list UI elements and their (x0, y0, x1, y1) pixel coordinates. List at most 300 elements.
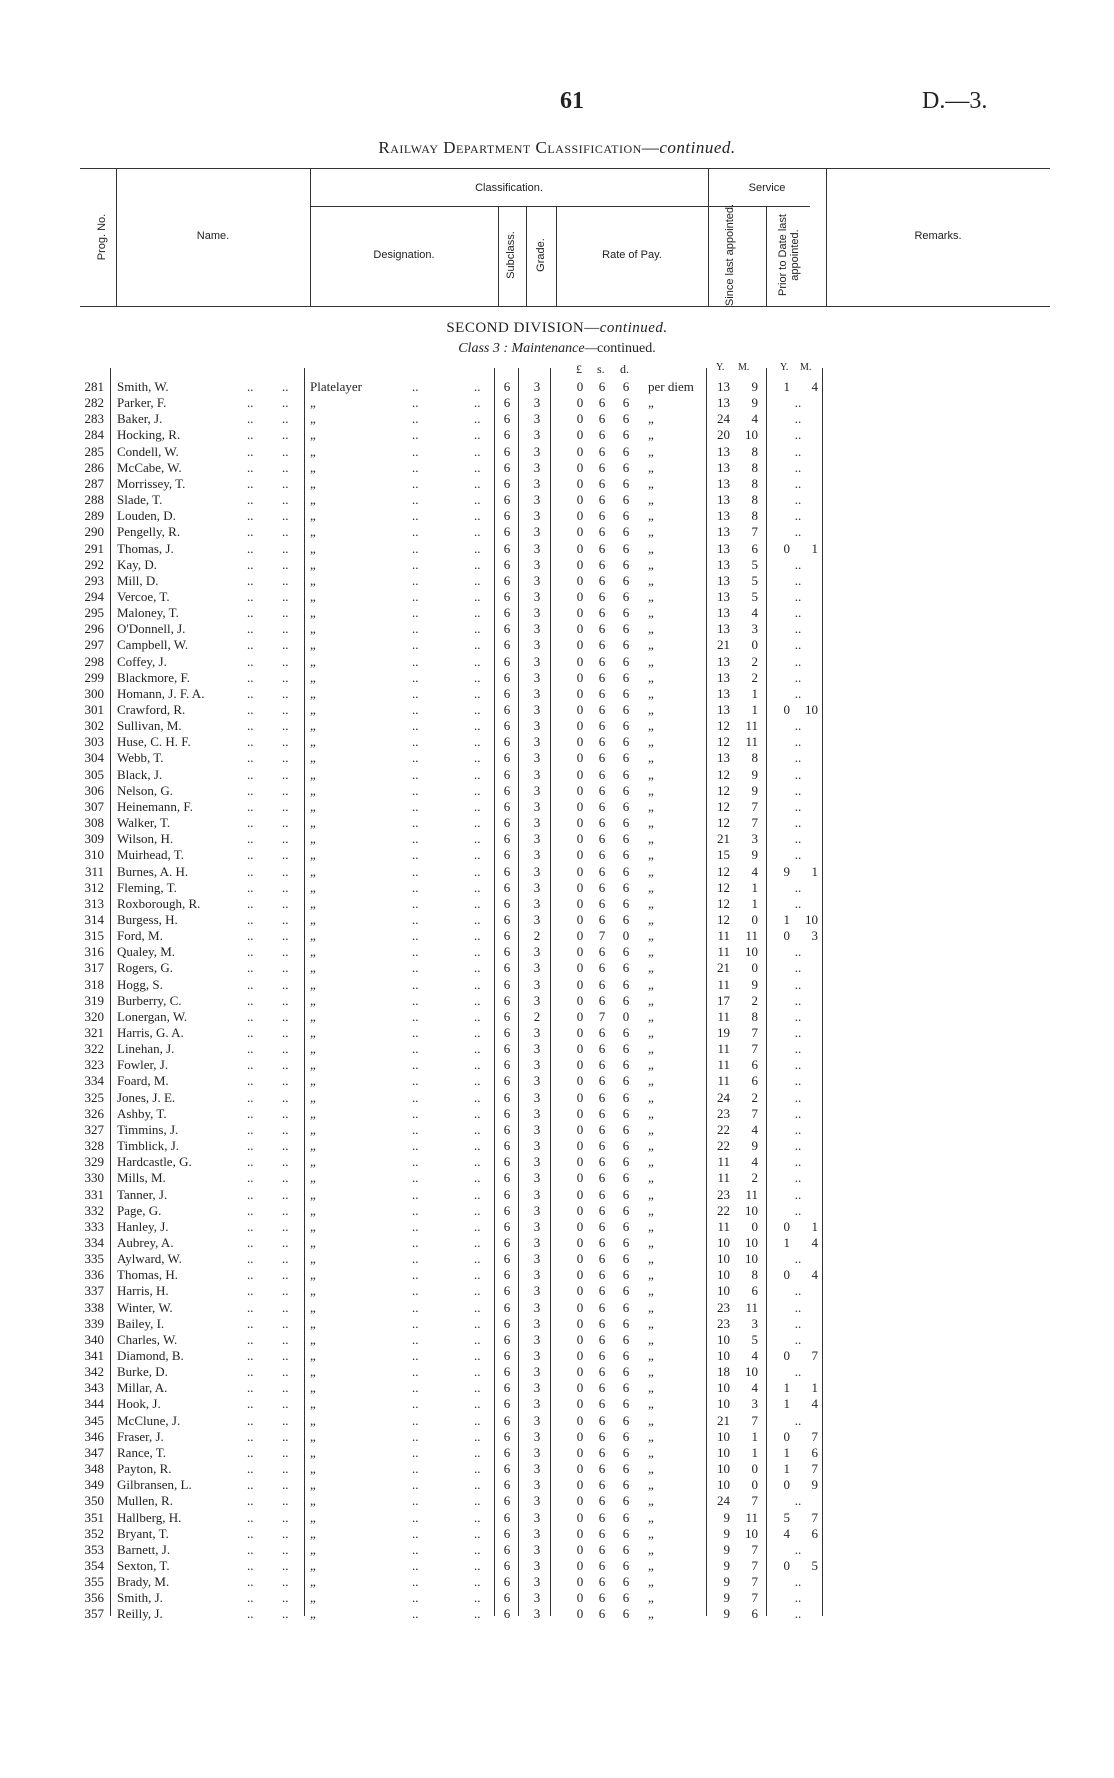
since-months: 10 (745, 1202, 758, 1218)
prior-blank: .. (794, 1057, 802, 1073)
leader-dots: .. (412, 815, 419, 831)
leader-dots: .. (412, 669, 419, 685)
leader-dots: .. (412, 1186, 419, 1202)
leader-dots: .. (247, 1041, 254, 1057)
grade: 3 (533, 766, 541, 782)
leader-dots: .. (247, 475, 254, 491)
designation: „ (310, 1218, 316, 1234)
leader-dots: .. (247, 1461, 254, 1477)
since-months: 7 (751, 1574, 758, 1590)
leader-dots: .. (412, 1251, 419, 1267)
employee-name: Fraser, J. (117, 1428, 164, 1444)
prior-blank: .. (794, 1008, 802, 1024)
leader-dots: .. (412, 1057, 419, 1073)
pay-unit: „ (648, 1202, 654, 1218)
table-row (0, 767, 1114, 783)
since-months: 6 (751, 1283, 758, 1299)
prior-months: 1 (811, 863, 818, 879)
prog-no: 312 (84, 879, 104, 895)
employee-name: Fleming, T. (117, 879, 177, 895)
leader-dots: .. (474, 1461, 481, 1477)
leader-dots: .. (247, 572, 254, 588)
leader-dots: .. (282, 524, 289, 540)
leader-dots: .. (282, 508, 289, 524)
leader-dots: .. (247, 621, 254, 637)
leader-dots: .. (282, 395, 289, 411)
grade: 3 (533, 734, 541, 750)
pay-shillings: 6 (598, 1218, 606, 1234)
pay-unit: „ (648, 443, 654, 459)
grade: 3 (533, 911, 541, 927)
table-row (0, 1073, 1114, 1089)
grade: 3 (533, 427, 541, 443)
prog-no: 351 (84, 1509, 104, 1525)
subclass: 6 (503, 653, 511, 669)
page-number: 61 (560, 88, 584, 114)
employee-name: Aylward, W. (117, 1251, 182, 1267)
since-years: 9 (723, 1509, 730, 1525)
subclass: 6 (503, 1331, 511, 1347)
grade: 3 (533, 782, 541, 798)
since-years: 13 (717, 524, 730, 540)
leader-dots: .. (412, 1444, 419, 1460)
pay-pounds: 0 (576, 895, 584, 911)
since-months: 7 (751, 1041, 758, 1057)
pay-unit: „ (648, 475, 654, 491)
employee-name: Fowler, J. (117, 1057, 169, 1073)
prior-months: 7 (811, 1461, 818, 1477)
pay-shillings: 6 (598, 1105, 606, 1121)
pay-unit: „ (648, 831, 654, 847)
pay-unit: „ (648, 492, 654, 508)
grade: 3 (533, 605, 541, 621)
subclass: 6 (503, 1525, 511, 1541)
pay-unit: „ (648, 1348, 654, 1363)
prior-blank: .. (794, 411, 802, 427)
leader-dots: .. (474, 815, 481, 831)
designation: „ (310, 815, 316, 831)
since-months: 3 (751, 621, 758, 637)
employee-name: Hook, J. (117, 1396, 161, 1412)
employee-name: Smith, J. (117, 1590, 163, 1606)
prog-no: 297 (84, 637, 104, 653)
col-header-classification: Classification. (475, 182, 543, 194)
employee-name: Thomas, J. (117, 540, 174, 556)
since-years: 10 (717, 1396, 730, 1412)
grade: 3 (533, 1105, 541, 1121)
prior-years: 5 (783, 1509, 790, 1525)
pay-pence: 6 (622, 1267, 630, 1283)
since-years: 10 (717, 1234, 730, 1250)
leader-dots: .. (247, 734, 254, 750)
pay-pence: 6 (622, 1073, 630, 1089)
subclass: 6 (503, 1364, 511, 1380)
since-years: 10 (717, 1251, 730, 1267)
subclass: 6 (503, 1105, 511, 1121)
since-months: 11 (745, 1509, 758, 1525)
since-months: 4 (751, 1380, 758, 1396)
leader-dots: .. (247, 1234, 254, 1250)
leader-dots: .. (474, 1105, 481, 1121)
prior-years: 1 (783, 1396, 790, 1412)
subclass: 6 (503, 508, 511, 524)
leader-dots: .. (247, 395, 254, 411)
grade: 3 (533, 1202, 541, 1218)
designation: „ (310, 1477, 316, 1493)
designation: „ (310, 1364, 316, 1380)
since-years: 10 (717, 1283, 730, 1299)
table-row (0, 1316, 1114, 1332)
pay-pence: 6 (622, 1412, 630, 1428)
table-row (0, 492, 1114, 508)
since-years: 11 (717, 928, 730, 944)
pay-pence: 6 (622, 1541, 630, 1557)
employee-name: Parker, F. (117, 395, 167, 411)
employee-name: Mills, M. (117, 1170, 166, 1186)
employee-name: Aubrey, A. (117, 1234, 174, 1250)
since-months: 9 (751, 782, 758, 798)
since-years: 12 (717, 863, 730, 879)
since-years: 13 (717, 621, 730, 637)
table-row (0, 476, 1114, 492)
since-months: 8 (751, 1008, 758, 1024)
designation: „ (310, 492, 316, 508)
pay-unit: „ (648, 1251, 654, 1267)
leader-dots: .. (282, 718, 289, 734)
prior-months: 1 (811, 1380, 818, 1396)
pay-pence: 0 (622, 1008, 630, 1024)
pay-pounds: 0 (576, 734, 584, 750)
leader-dots: .. (282, 1606, 289, 1622)
leader-dots: .. (247, 1525, 254, 1541)
subclass: 6 (503, 798, 511, 814)
prior-years: 9 (783, 863, 790, 879)
pay-pounds: 0 (576, 1444, 584, 1460)
pay-pounds: 0 (576, 798, 584, 814)
pay-shillings: 6 (598, 1299, 606, 1315)
leader-dots: .. (474, 895, 481, 911)
since-years: 22 (717, 1202, 730, 1218)
pay-shillings: 6 (598, 895, 606, 911)
subclass: 6 (503, 718, 511, 734)
pay-shillings: 6 (598, 1525, 606, 1541)
leader-dots: .. (412, 1105, 419, 1121)
pay-shillings: 6 (598, 1509, 606, 1525)
designation: „ (310, 621, 316, 637)
leader-dots: .. (412, 1008, 419, 1024)
leader-dots: .. (282, 1412, 289, 1428)
since-years: 18 (717, 1364, 730, 1380)
leader-dots: .. (412, 1267, 419, 1283)
pay-unit: „ (648, 1008, 654, 1024)
prog-no: 354 (84, 1557, 104, 1573)
prog-no: 357 (84, 1606, 104, 1622)
class-continued: continued. (597, 341, 656, 356)
prog-no: 283 (84, 411, 104, 427)
pay-unit: „ (648, 1025, 654, 1040)
since-months: 2 (751, 653, 758, 669)
employee-name: Barnett, J. (117, 1541, 171, 1557)
leader-dots: .. (282, 685, 289, 701)
since-months: 8 (751, 750, 758, 766)
since-years: 13 (717, 572, 730, 588)
employee-name: Hogg, S. (117, 976, 163, 992)
leader-dots: .. (412, 1493, 419, 1509)
pay-pence: 0 (622, 928, 630, 944)
since-years: 10 (717, 1477, 730, 1493)
pay-unit: „ (648, 653, 654, 669)
leader-dots: .. (474, 928, 481, 944)
pay-unit: „ (648, 750, 654, 766)
prog-no: 292 (84, 556, 104, 572)
subclass: 6 (503, 605, 511, 621)
prior-blank: .. (794, 492, 802, 508)
pay-unit: „ (648, 637, 654, 653)
leader-dots: .. (412, 750, 419, 766)
leader-dots: .. (247, 411, 254, 427)
leader-dots: .. (282, 1396, 289, 1412)
pay-shillings: 6 (598, 718, 606, 734)
leader-dots: .. (474, 411, 481, 427)
pay-pounds: 0 (576, 572, 584, 588)
designation: „ (310, 1396, 316, 1412)
employee-name: Millar, A. (117, 1380, 168, 1396)
designation: „ (310, 1590, 316, 1606)
prior-years: 0 (783, 1218, 790, 1234)
pay-pounds: 0 (576, 879, 584, 895)
subclass: 6 (503, 1283, 511, 1299)
subclass: 6 (503, 928, 511, 944)
prior-blank: .. (794, 1315, 802, 1331)
pay-pounds: 0 (576, 685, 584, 701)
pay-shillings: 6 (598, 1041, 606, 1057)
pay-pounds: 0 (576, 653, 584, 669)
prog-no: 329 (84, 1154, 104, 1170)
pay-pence: 6 (622, 540, 630, 556)
prior-blank: .. (794, 621, 802, 637)
pay-pence: 6 (622, 411, 630, 427)
grade: 3 (533, 1057, 541, 1073)
pay-pence: 6 (622, 443, 630, 459)
table-row (0, 1138, 1114, 1154)
grade: 3 (533, 588, 541, 604)
pay-unit: „ (648, 1509, 654, 1525)
col-header-prog-no: Prog. No. (96, 213, 108, 261)
since-years: 12 (717, 734, 730, 750)
designation: „ (310, 734, 316, 750)
table-row (0, 1364, 1114, 1380)
prior-months: 7 (811, 1348, 818, 1363)
prog-no: 320 (84, 1008, 104, 1024)
leader-dots: .. (282, 1170, 289, 1186)
leader-dots: .. (412, 637, 419, 653)
table-row (0, 1558, 1114, 1574)
pay-unit: „ (648, 1073, 654, 1089)
prog-no: 353 (84, 1541, 104, 1557)
pay-shillings: 7 (598, 1008, 606, 1024)
pay-pounds: 0 (576, 1574, 584, 1590)
pay-unit: „ (648, 1283, 654, 1299)
pay-pounds: 0 (576, 992, 584, 1008)
pay-pence: 6 (622, 992, 630, 1008)
prog-no: 301 (84, 702, 104, 717)
leader-dots: .. (282, 1461, 289, 1477)
pay-shillings: 6 (598, 750, 606, 766)
prog-no: 350 (84, 1493, 104, 1509)
leader-dots: .. (282, 702, 289, 717)
leader-dots: .. (474, 702, 481, 717)
pay-pence: 6 (622, 702, 630, 717)
pay-unit: „ (648, 992, 654, 1008)
employee-name: Baker, J. (117, 411, 163, 427)
designation: „ (310, 1089, 316, 1105)
pay-shillings: 6 (598, 1557, 606, 1573)
table-row (0, 750, 1114, 766)
class-heading (0, 341, 1114, 357)
pay-pence: 6 (622, 1428, 630, 1444)
pay-pounds: 0 (576, 911, 584, 927)
leader-dots: .. (282, 798, 289, 814)
pay-shillings: 6 (598, 395, 606, 411)
leader-dots: .. (474, 847, 481, 863)
since-years: 9 (723, 1541, 730, 1557)
pay-unit: „ (648, 508, 654, 524)
pay-pounds: 0 (576, 1525, 584, 1541)
pay-pounds: 0 (576, 1606, 584, 1622)
since-years: 11 (717, 1008, 730, 1024)
leader-dots: .. (412, 992, 419, 1008)
subclass: 6 (503, 443, 511, 459)
since-months: 4 (751, 1121, 758, 1137)
table-row (0, 1526, 1114, 1542)
designation: „ (310, 1267, 316, 1283)
since-months: 2 (751, 992, 758, 1008)
since-years: 21 (717, 637, 730, 653)
table-row (0, 1025, 1114, 1041)
prior-blank: .. (794, 1041, 802, 1057)
table-row (0, 1300, 1114, 1316)
pay-unit: „ (648, 588, 654, 604)
since-years: 11 (717, 944, 730, 960)
since-years: 21 (717, 1412, 730, 1428)
since-years: 24 (717, 411, 730, 427)
pay-pence: 6 (622, 685, 630, 701)
prog-no: 307 (84, 798, 104, 814)
pay-pounds: 0 (576, 1121, 584, 1137)
table-row (0, 1510, 1114, 1526)
pay-pounds: 0 (576, 960, 584, 976)
pay-unit: „ (648, 815, 654, 831)
employee-name: Mullen, R. (117, 1493, 173, 1509)
prior-blank: .. (794, 1590, 802, 1606)
pay-pence: 6 (622, 895, 630, 911)
since-months: 7 (751, 1557, 758, 1573)
prior-months: 3 (811, 928, 818, 944)
designation: „ (310, 1008, 316, 1024)
leader-dots: .. (282, 588, 289, 604)
leader-dots: .. (282, 637, 289, 653)
designation: „ (310, 685, 316, 701)
grade: 3 (533, 556, 541, 572)
prior-years: 1 (783, 379, 790, 394)
pay-pence: 6 (622, 1557, 630, 1573)
employee-name: Harris, H. (117, 1283, 169, 1299)
prog-no: 306 (84, 782, 104, 798)
since-years: 17 (717, 992, 730, 1008)
leader-dots: .. (412, 798, 419, 814)
leader-dots: .. (474, 1138, 481, 1154)
grade: 3 (533, 1218, 541, 1234)
table-row (0, 864, 1114, 880)
designation: „ (310, 750, 316, 766)
employee-name: Wilson, H. (117, 831, 174, 847)
pay-pence: 6 (622, 475, 630, 491)
designation: „ (310, 1461, 316, 1477)
leader-dots: .. (412, 653, 419, 669)
pay-shillings: 6 (598, 734, 606, 750)
leader-dots: .. (247, 1541, 254, 1557)
since-years: 19 (717, 1025, 730, 1040)
grade: 3 (533, 1606, 541, 1622)
prog-no: 318 (84, 976, 104, 992)
prior-years: 0 (783, 1267, 790, 1283)
table-row (0, 993, 1114, 1009)
designation: „ (310, 1283, 316, 1299)
prior-months: 6 (811, 1525, 818, 1541)
prog-no: 284 (84, 427, 104, 443)
pay-shillings: 6 (598, 1364, 606, 1380)
leader-dots: .. (412, 1396, 419, 1412)
employee-name: Burgess, H. (117, 911, 178, 927)
table-row (0, 1606, 1114, 1622)
employee-name: Rance, T. (117, 1444, 166, 1460)
grade: 3 (533, 895, 541, 911)
pay-pounds: 0 (576, 556, 584, 572)
prog-no: 288 (84, 492, 104, 508)
since-months: 4 (751, 605, 758, 621)
since-months: 5 (751, 556, 758, 572)
pay-pounds: 0 (576, 928, 584, 944)
leader-dots: .. (282, 1186, 289, 1202)
designation: „ (310, 1186, 316, 1202)
pay-shillings: 6 (598, 1461, 606, 1477)
subclass: 6 (503, 1574, 511, 1590)
table-row (0, 702, 1114, 718)
subclass: 6 (503, 734, 511, 750)
grade: 3 (533, 1380, 541, 1396)
pay-pence: 6 (622, 1105, 630, 1121)
grade: 3 (533, 379, 541, 394)
pay-unit: „ (648, 911, 654, 927)
leader-dots: .. (474, 1170, 481, 1186)
since-months: 4 (751, 1348, 758, 1363)
prog-no: 347 (84, 1444, 104, 1460)
leader-dots: .. (412, 863, 419, 879)
leader-dots: .. (247, 685, 254, 701)
leader-dots: .. (247, 1154, 254, 1170)
since-years: 9 (723, 1606, 730, 1622)
since-months: 8 (751, 1267, 758, 1283)
pay-pounds: 0 (576, 637, 584, 653)
designation: „ (310, 540, 316, 556)
pay-unit: „ (648, 1428, 654, 1444)
subclass: 6 (503, 1267, 511, 1283)
pay-pence: 6 (622, 605, 630, 621)
prior-months: 5 (811, 1557, 818, 1573)
subclass: 6 (503, 1557, 511, 1573)
subclass: 6 (503, 1202, 511, 1218)
pay-pence: 6 (622, 669, 630, 685)
